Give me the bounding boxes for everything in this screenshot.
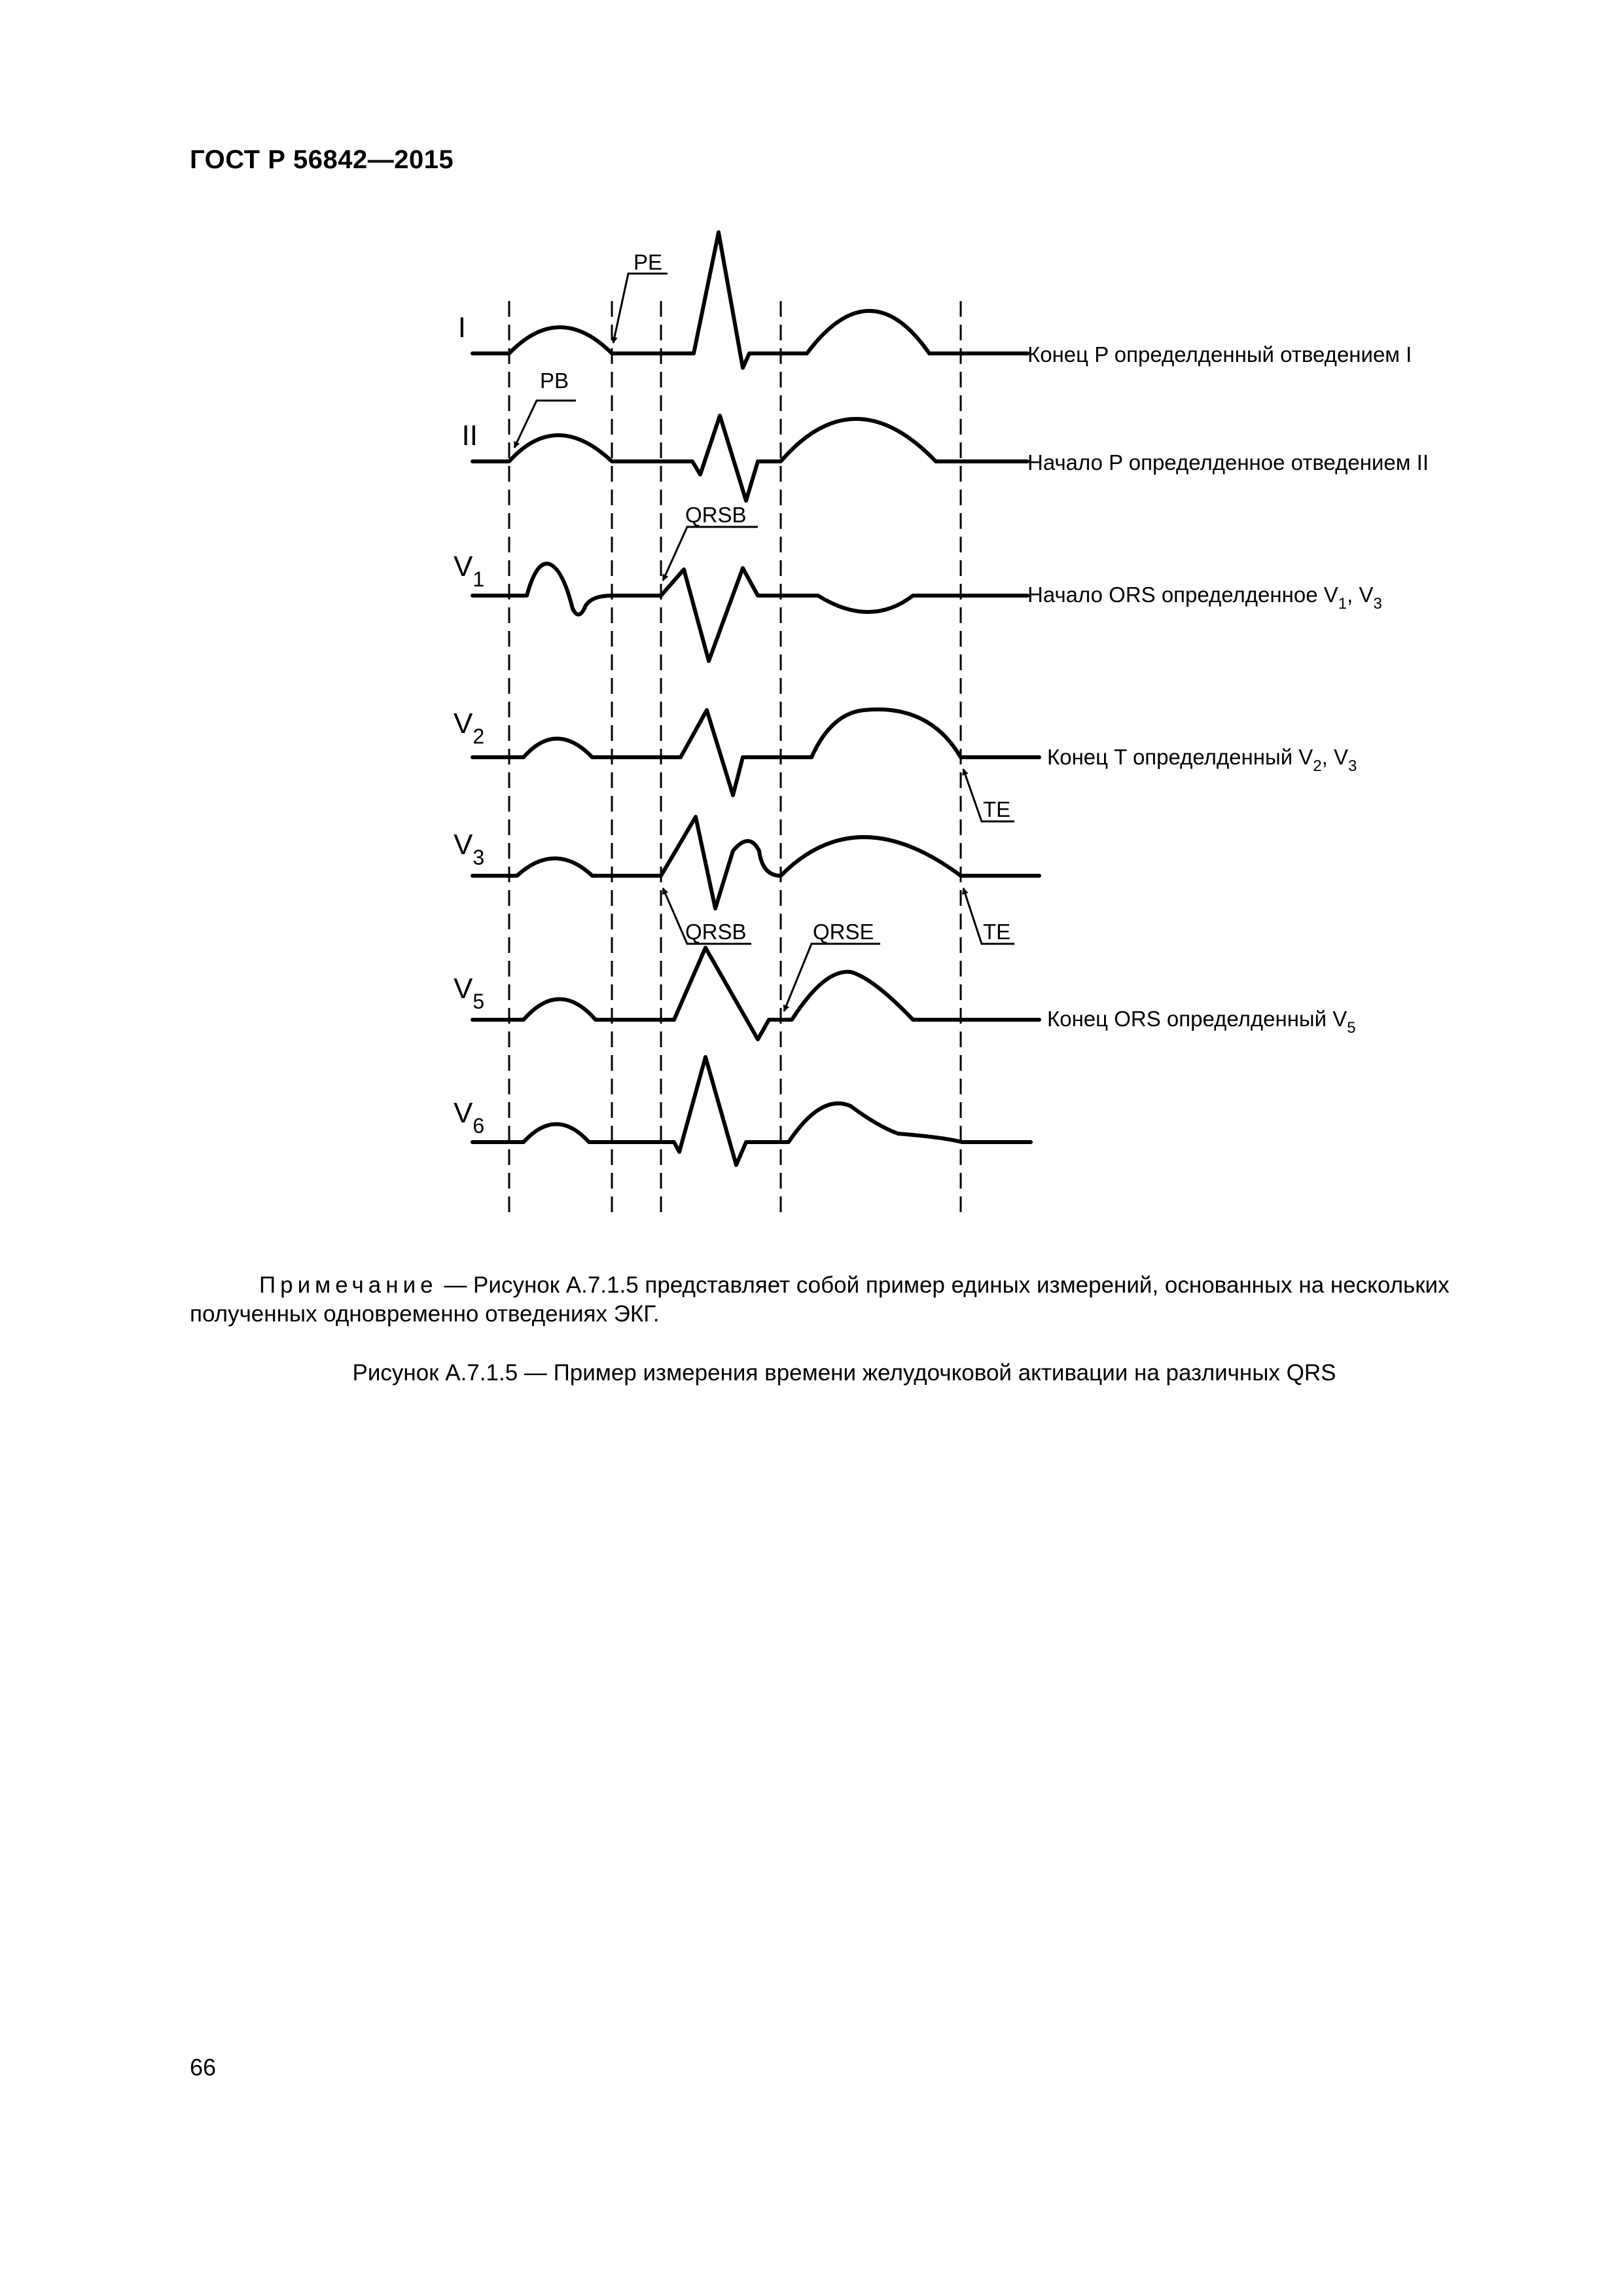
document-header: ГОСТ Р 56842—2015: [190, 145, 454, 174]
pe-label: PE: [633, 250, 663, 274]
lead-label-i: I: [457, 312, 466, 344]
lead-label-v6: $V_6$: [454, 1097, 485, 1138]
annotation-leaders: [514, 274, 1014, 1011]
trace-v2: [473, 709, 1039, 795]
pb-label: PB: [540, 368, 569, 393]
lead-label-v3: $V_3$: [454, 829, 485, 869]
note-label: Примечание: [259, 1272, 438, 1298]
figure-note: [190, 1271, 1492, 1329]
trace-v3: [473, 817, 1039, 908]
qrsb-v3-label: QRSB: [685, 920, 747, 944]
lead-label-v2: $V_2$: [454, 708, 485, 748]
desc-lead-ii: Начало P определденное отведением II: [1027, 450, 1429, 475]
pb-leader: [514, 401, 576, 448]
lead-label-v1: $V_1$: [454, 550, 485, 591]
note-text: — Рисунок A.7.1.5 представляет собой пример единых измерений, основанных на нескольких полученных одновременно отведениях ЭКГ.: [190, 1272, 1450, 1327]
trace-lead-i: [473, 232, 1027, 368]
trace-v6: [473, 1057, 1031, 1165]
qrsb-v1-label: QRSB: [685, 503, 747, 527]
desc-v2: Конец T определденный $V_2$, $V_3$: [1047, 745, 1357, 775]
desc-v5: Конец ORS определденный $V_5$: [1047, 1007, 1356, 1037]
trace-v5: [473, 948, 1039, 1039]
lead-labels: [454, 312, 484, 1138]
desc-v1: Начало ORS определденное $V_1$, $V_3$: [1027, 583, 1382, 613]
page-number: 66: [190, 2054, 217, 2081]
lead-descriptions: [1027, 342, 1429, 1037]
figure-caption: Рисунок A.7.1.5 — Пример измерения времени желудочковой активации на различных QRS: [352, 1360, 1336, 1386]
qrse-label: QRSE: [813, 920, 874, 944]
lead-label-v5: $V_5$: [454, 973, 485, 1013]
trace-v1: [473, 564, 1027, 661]
te-v2-label: TE: [983, 797, 1011, 821]
trace-lead-ii: [473, 416, 1027, 501]
lead-label-ii: II: [461, 420, 478, 452]
desc-lead-i: Конец P определденный отведением I: [1027, 342, 1412, 367]
te-v3-label: TE: [983, 920, 1011, 944]
pe-leader: [613, 274, 668, 343]
